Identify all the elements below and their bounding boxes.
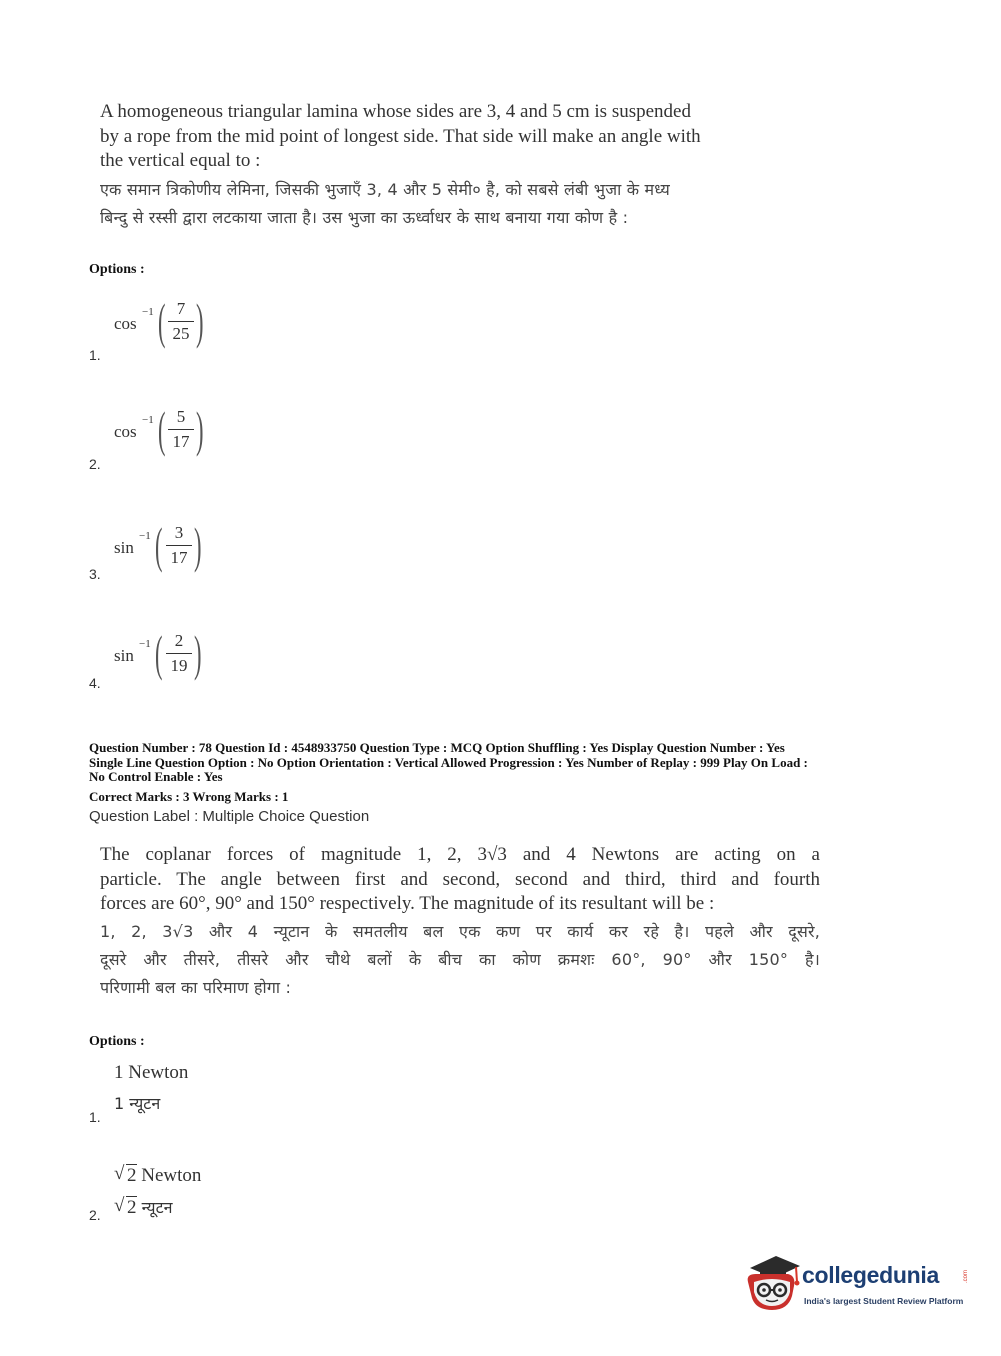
metadata-line: Single Line Question Option : No Option Orientation : Vertical Allowed Progression : Yes Number of Replay : 999 Play On Load : (89, 754, 808, 770)
superscript: −1 (139, 530, 151, 542)
question-text-hindi-line: बिन्दु से रस्सी द्वारा लटकाया जाता है। उस भुजा का ऊर्ध्वाधर के साथ बनाया गया कोण है : (100, 207, 629, 227)
denominator: 17 (170, 548, 188, 567)
right-paren: ) (194, 625, 202, 681)
metadata-line: Question Number : 78 Question Id : 4548933750 Question Type : MCQ Option Shuffling : Yes Display Question Number : Yes (89, 740, 785, 755)
question-text-hindi-line: परिणामी बल का परिमाण होगा : (100, 977, 292, 997)
denominator: 19 (170, 656, 188, 675)
function-name: cos (114, 422, 137, 441)
question-text-hindi-line: 1, 2, 3√3 और 4 न्यूटान के समतलीय बल एक कण पर कार्य कर रहे है। पहले और दूसरे, (100, 921, 820, 941)
left-paren: ( (155, 625, 163, 681)
question-metadata (89, 741, 919, 785)
options-label: Options : (89, 1034, 145, 1049)
metadata-line: No Control Enable : Yes (89, 769, 223, 784)
question-text-line: the vertical equal to : (100, 150, 261, 171)
fraction-bar (166, 653, 192, 654)
denominator: 25 (172, 324, 190, 343)
question-text-line: The coplanar forces of magnitude 1, 2, 3√3 and 4 Newtons are acting on a (100, 844, 820, 865)
brand-domain: .com (963, 1270, 969, 1284)
function-name: sin (114, 646, 134, 665)
option-number: 4. (89, 675, 101, 691)
radical-sign: √ (114, 1163, 125, 1184)
right-paren: ) (196, 401, 204, 457)
question-text-line: by a rope from the mid point of longest side. That side will make an angle with (100, 125, 701, 147)
question-label: Question Label : Multiple Choice Question (89, 808, 370, 825)
numerator: 2 (174, 631, 184, 650)
radicand: 2 (127, 1197, 137, 1218)
marks-line: Correct Marks : 3 Wrong Marks : 1 (89, 789, 289, 804)
option-expression (114, 517, 234, 576)
option-expression (114, 293, 234, 352)
fraction-bar (168, 321, 194, 322)
denominator: 17 (172, 432, 190, 451)
radicand: 2 (127, 1165, 137, 1186)
option-expression (114, 401, 234, 460)
superscript: −1 (142, 306, 154, 318)
left-paren: ( (158, 293, 166, 349)
left-paren: ( (158, 401, 166, 457)
fraction-bar (168, 429, 194, 430)
question-text-line: particle. The angle between first and second, second and third, third and fourth (100, 868, 820, 890)
question-text-hindi-line: एक समान त्रिकोणीय लेमिना, जिसकी भुजाएँ 3, 4 और 5 सेमी० है, को सबसे लंबी भुजा के मध्य (100, 179, 670, 199)
option-number: 1. (89, 1109, 101, 1125)
superscript: −1 (142, 414, 154, 426)
numerator: 5 (176, 407, 186, 426)
option-text-hindi: 1 न्यूटन (114, 1094, 161, 1113)
right-paren: ) (194, 517, 202, 573)
numerator: 7 (176, 299, 186, 318)
brand-name: collegedunia (802, 1262, 939, 1288)
question-78-text (100, 843, 820, 1002)
collegedunia-logo (742, 1252, 972, 1318)
numerator: 3 (174, 523, 184, 542)
question-text-hindi-line: दूसरे और तीसरे, तीसरे और चौथे बलों के बीच का कोण क्रमशः 60°, 90° और 150° है। (100, 949, 820, 969)
left-paren: ( (155, 517, 163, 573)
option-expression (114, 625, 234, 684)
option-number: 1. (89, 347, 101, 363)
option-text-hindi (114, 1196, 173, 1219)
superscript: −1 (139, 638, 151, 650)
function-name: cos (114, 314, 137, 333)
fraction (166, 522, 192, 568)
function-name: sin (114, 538, 134, 557)
square-root (114, 1197, 137, 1219)
option-number: 2. (89, 456, 101, 472)
option-number: 2. (89, 1207, 101, 1223)
option-text (114, 1165, 201, 1187)
option-unit: Newton (136, 1165, 202, 1186)
fraction-bar (166, 545, 192, 546)
question-text-line: forces are 60°, 90° and 150° respectively. The magnitude of its resultant will be : (100, 893, 715, 914)
fraction (168, 298, 194, 344)
square-root (114, 1165, 137, 1187)
fraction (166, 630, 192, 676)
mascot-icon (742, 1252, 802, 1314)
radical-sign: √ (114, 1195, 125, 1216)
option-unit-hindi: न्यूटन (136, 1198, 173, 1217)
option-number: 3. (89, 566, 101, 582)
brand-tagline: India's largest Student Review Platform (804, 1296, 964, 1306)
fraction (168, 406, 194, 452)
right-paren: ) (196, 293, 204, 349)
question-text-line: A homogeneous triangular lamina whose sides are 3, 4 and 5 cm is suspended (100, 101, 691, 122)
option-text: 1 Newton (114, 1062, 189, 1083)
question-77-text (100, 100, 701, 232)
options-label: Options : (89, 262, 145, 277)
